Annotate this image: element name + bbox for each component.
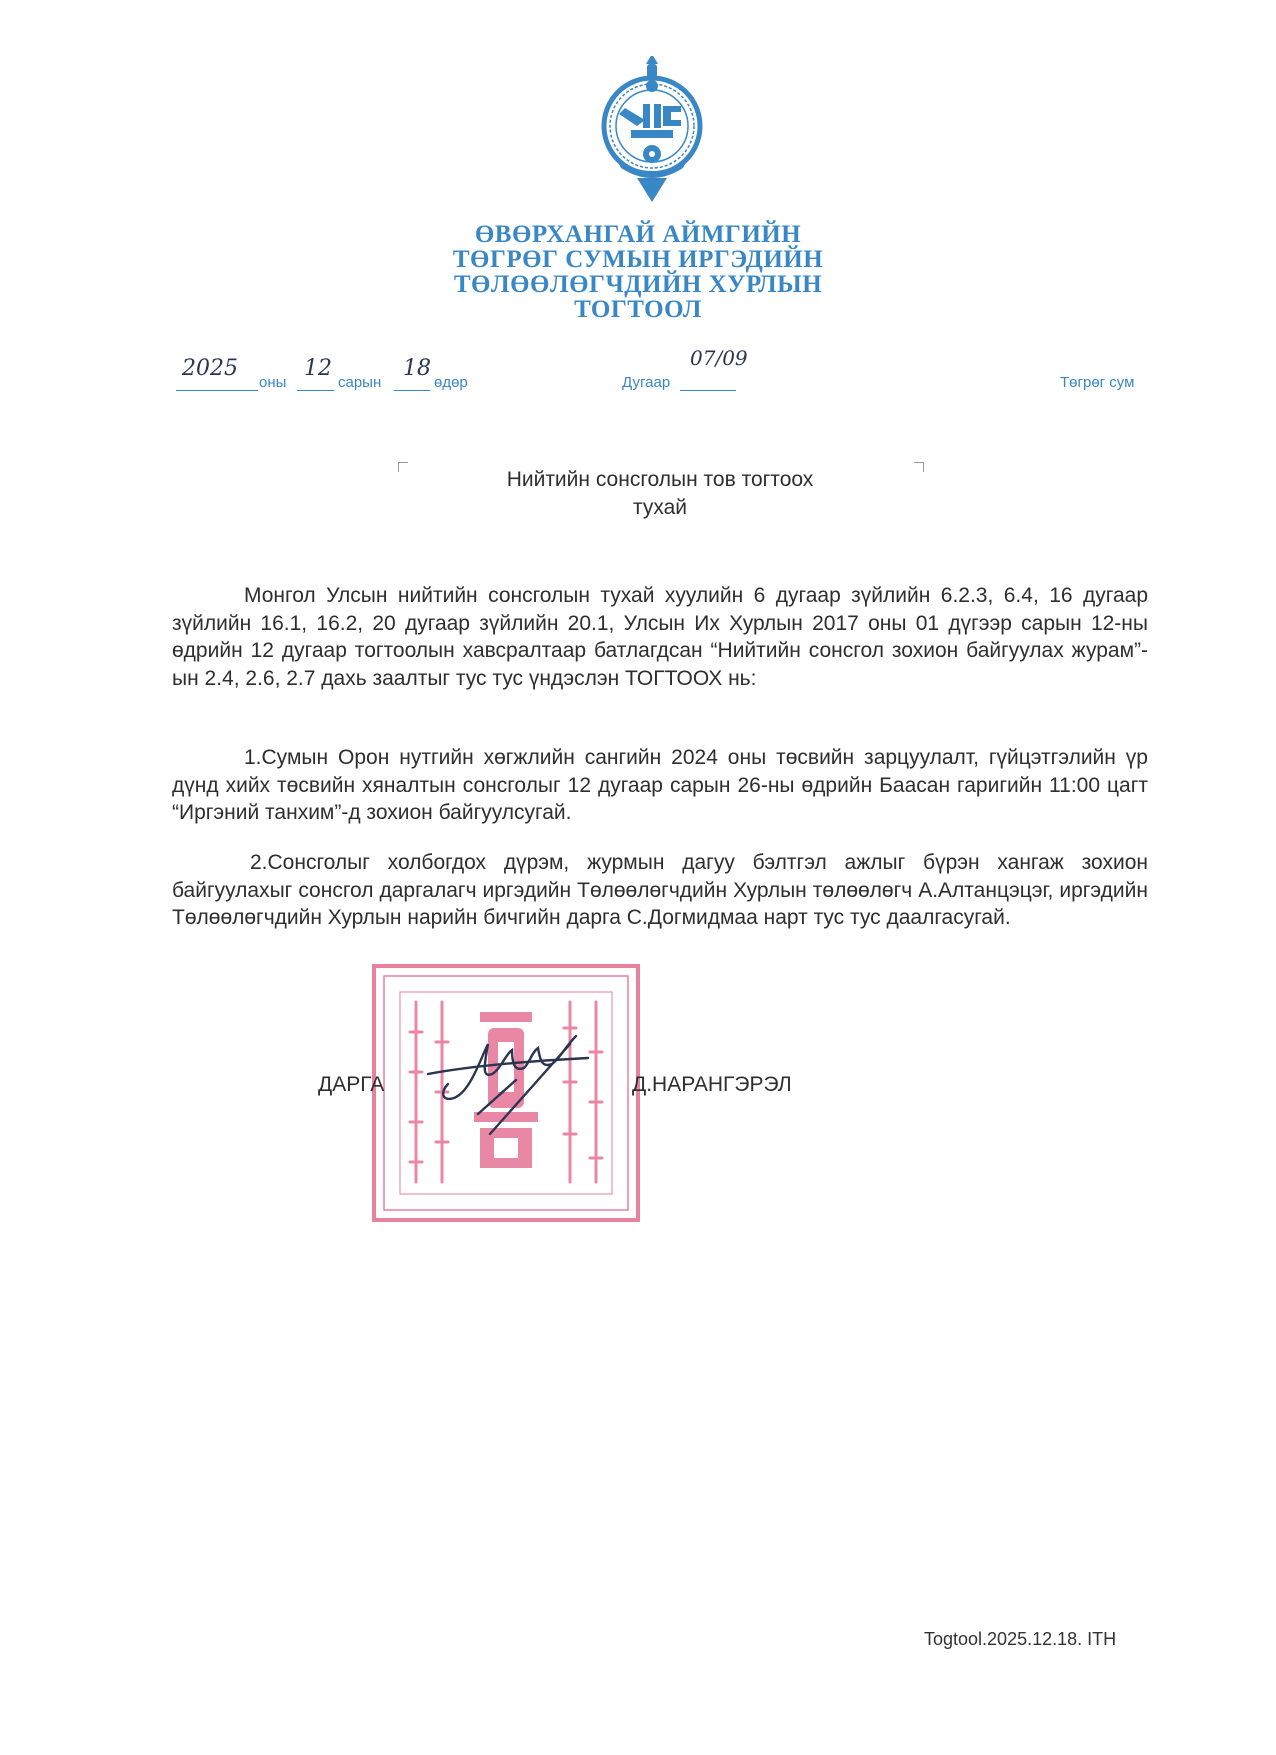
header-line-sum: ТӨГРӨГ СУМЫН ИРГЭДИЙН [452, 246, 824, 273]
signature-title: ДАРГА [318, 1073, 385, 1096]
header-line-aimag: ӨВӨРХАНГАЙ АЙМГИЙН [474, 221, 802, 248]
number-label: Дугаар [622, 374, 671, 391]
month-label: сарын [338, 374, 382, 391]
handwritten-signature [420, 1022, 595, 1142]
date-number-row [0, 346, 1276, 400]
subject-corner-left [398, 462, 408, 472]
body-paragraph-preamble: Монгол Улсын нийтийн сонсголын тухай хуулийн 6 дугаар зүйлийн 6.2.3, 6.4, 16 дугаар зүйлийн 16.1, 16.2, 20 дугаар зүйлийн 20.1, Улсын Их Хурлын 2017 оны 01 дүгээр сарын 12-ны өдрийн 12 дугаар тогтоолын хавсралтаар батлагдсан “Нийтийн сонсгол зохион байгуулах журам”-ын 2.4, 2.6, 2.7 дахь заалтыг тус тус үндэслэн ТОГТООХ нь: [172, 584, 1148, 690]
body-paragraph-item-1: 1.Сумын Орон нутгийн хөгжлийн сангийн 2024 оны төсвийн зарцуулалт, гүйцэтгэлийн үр дүнд хийх төсвийн хяналтын сонсголыг 12 дугаар сарын 26-ны өдрийн Баасан гаригийн 11:00 цагт “Иргэний танхим”-д зохион байгуулсугай. [172, 746, 1148, 824]
header-line-hural: ТӨЛӨӨЛӨГЧДИЙН ХУРЛЫН [453, 271, 823, 298]
state-emblem-icon [597, 56, 707, 202]
day-handwritten: 18 [403, 356, 431, 381]
signature-name: Д.НАРАНГЭРЭЛ [632, 1073, 792, 1096]
day-label: өдөр [434, 374, 468, 391]
number-blank-line [680, 390, 736, 391]
day-blank-line [394, 390, 430, 391]
year-handwritten: 2025 [182, 356, 238, 381]
subject-line-1: Нийтийн сонсголын тов тогтоох [506, 468, 814, 491]
document-reference: Togtool.2025.12.18. ITH [924, 1629, 1117, 1649]
month-handwritten: 12 [304, 356, 332, 381]
subject-corner-right [914, 462, 924, 472]
place-label: Төгрөг сум [1060, 374, 1135, 391]
body-paragraph-item-2: 2.Сонсголыг холбогдох дүрэм, журмын дагуу бэлтгэл ажлыг бүрэн хангаж зохион байгуулахыг сонсгол даргалагч иргэдийн Төлөөлөгчдийн Хурлын төлөөлөгч А.Алтанцэцэг, иргэдийн Төлөөлөгчдийн Хурлын нарийн бичгийн дарга С.Догмидмаа нарт тус тус даалгасугай. [172, 851, 1148, 929]
document-header [400, 222, 876, 322]
year-blank-line [176, 390, 258, 391]
document-subject [420, 466, 900, 522]
year-label: оны [259, 374, 287, 391]
header-line-togtool: ТОГТООЛ [574, 296, 702, 323]
number-handwritten: 07/09 [690, 346, 748, 370]
month-blank-line [297, 390, 334, 391]
subject-line-2: тухай [632, 496, 688, 519]
